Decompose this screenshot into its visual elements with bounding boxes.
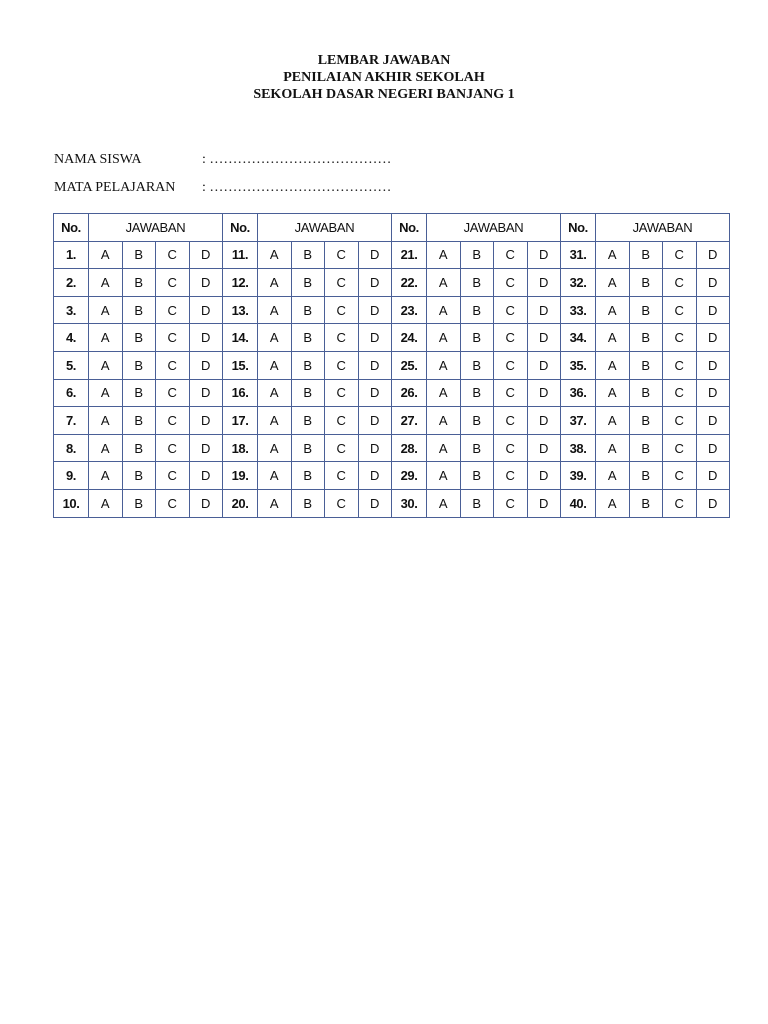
question-number: 18. bbox=[223, 434, 258, 462]
answer-option-c[interactable]: C bbox=[325, 296, 359, 324]
answer-option-d[interactable]: D bbox=[696, 269, 730, 297]
answer-option-c[interactable]: C bbox=[494, 434, 528, 462]
answer-option-b[interactable]: B bbox=[460, 434, 494, 462]
answer-option-c[interactable]: C bbox=[156, 489, 190, 517]
answer-option-d[interactable]: D bbox=[527, 434, 561, 462]
question-number: 22. bbox=[392, 269, 427, 297]
answer-option-a[interactable]: A bbox=[258, 324, 292, 352]
answer-option-a[interactable]: A bbox=[89, 434, 123, 462]
question-number: 34. bbox=[561, 324, 596, 352]
no-column-header: No. bbox=[561, 214, 596, 242]
answer-option-c[interactable]: C bbox=[663, 269, 697, 297]
answer-option-c[interactable]: C bbox=[156, 296, 190, 324]
table-row bbox=[54, 407, 730, 435]
student-info bbox=[54, 146, 391, 202]
student-name-label: NAMA SISWA bbox=[54, 152, 142, 167]
answer-option-b[interactable]: B bbox=[122, 407, 156, 435]
answer-option-a[interactable]: A bbox=[427, 241, 461, 269]
answer-option-c[interactable]: C bbox=[494, 407, 528, 435]
answer-option-c[interactable]: C bbox=[325, 434, 359, 462]
answer-option-d[interactable]: D bbox=[358, 324, 392, 352]
answer-option-b[interactable]: B bbox=[629, 351, 663, 379]
answer-option-c[interactable]: C bbox=[494, 351, 528, 379]
answer-option-d[interactable]: D bbox=[527, 324, 561, 352]
answer-grid-body bbox=[54, 241, 730, 517]
answer-option-d[interactable]: D bbox=[527, 489, 561, 517]
answer-option-c[interactable]: C bbox=[663, 379, 697, 407]
answer-option-b[interactable]: B bbox=[122, 379, 156, 407]
answer-option-a[interactable]: A bbox=[258, 269, 292, 297]
answer-grid-header bbox=[54, 214, 730, 242]
table-row bbox=[54, 296, 730, 324]
question-number: 31. bbox=[561, 241, 596, 269]
answer-column-header: JAWABAN bbox=[427, 214, 561, 242]
subject-row bbox=[54, 174, 391, 202]
answer-option-b[interactable]: B bbox=[291, 462, 325, 490]
answer-option-a[interactable]: A bbox=[258, 379, 292, 407]
question-number: 36. bbox=[561, 379, 596, 407]
no-column-header: No. bbox=[54, 214, 89, 242]
answer-option-c[interactable]: C bbox=[325, 489, 359, 517]
answer-column-header: JAWABAN bbox=[596, 214, 730, 242]
answer-option-b[interactable]: B bbox=[629, 407, 663, 435]
question-number: 21. bbox=[392, 241, 427, 269]
subject-label: MATA PELAJARAN bbox=[54, 180, 176, 195]
question-number: 24. bbox=[392, 324, 427, 352]
answer-option-b[interactable]: B bbox=[291, 407, 325, 435]
answer-option-d[interactable]: D bbox=[358, 434, 392, 462]
answer-option-d[interactable]: D bbox=[527, 296, 561, 324]
answer-option-a[interactable]: A bbox=[258, 241, 292, 269]
question-number: 19. bbox=[223, 462, 258, 490]
answer-option-d[interactable]: D bbox=[527, 351, 561, 379]
no-column-header: No. bbox=[392, 214, 427, 242]
answer-option-b[interactable]: B bbox=[629, 324, 663, 352]
answer-option-b[interactable]: B bbox=[460, 269, 494, 297]
table-row bbox=[54, 269, 730, 297]
answer-option-c[interactable]: C bbox=[663, 324, 697, 352]
question-number: 13. bbox=[223, 296, 258, 324]
answer-option-c[interactable]: C bbox=[663, 489, 697, 517]
answer-option-d[interactable]: D bbox=[358, 241, 392, 269]
table-row bbox=[54, 241, 730, 269]
answer-option-b[interactable]: B bbox=[629, 241, 663, 269]
question-number: 7. bbox=[54, 407, 89, 435]
no-column-header: No. bbox=[223, 214, 258, 242]
answer-option-c[interactable]: C bbox=[325, 269, 359, 297]
answer-option-c[interactable]: C bbox=[494, 489, 528, 517]
answer-option-d[interactable]: D bbox=[696, 324, 730, 352]
table-row bbox=[54, 324, 730, 352]
answer-option-b[interactable]: B bbox=[291, 296, 325, 324]
answer-option-a[interactable]: A bbox=[258, 351, 292, 379]
exam-name: PENILAIAN AKHIR SEKOLAH bbox=[283, 70, 485, 85]
question-number: 35. bbox=[561, 351, 596, 379]
student-name-blank: : ………………………………… bbox=[202, 152, 392, 167]
answer-option-b[interactable]: B bbox=[629, 462, 663, 490]
answer-option-a[interactable]: A bbox=[427, 489, 461, 517]
student-name-row bbox=[54, 146, 391, 174]
answer-option-d[interactable]: D bbox=[696, 241, 730, 269]
answer-option-b[interactable]: B bbox=[122, 462, 156, 490]
question-number: 6. bbox=[54, 379, 89, 407]
answer-option-c[interactable]: C bbox=[494, 462, 528, 490]
question-number: 26. bbox=[392, 379, 427, 407]
answer-option-a[interactable]: A bbox=[258, 407, 292, 435]
answer-option-d[interactable]: D bbox=[696, 407, 730, 435]
table-row bbox=[54, 489, 730, 517]
answer-option-a[interactable]: A bbox=[427, 351, 461, 379]
sheet-title: LEMBAR JAWABAN bbox=[317, 53, 451, 68]
answer-option-b[interactable]: B bbox=[460, 407, 494, 435]
answer-option-c[interactable]: C bbox=[325, 379, 359, 407]
answer-option-a[interactable]: A bbox=[258, 434, 292, 462]
answer-option-d[interactable]: D bbox=[189, 407, 223, 435]
answer-option-b[interactable]: B bbox=[460, 324, 494, 352]
question-number: 39. bbox=[561, 462, 596, 490]
answer-option-a[interactable]: A bbox=[596, 296, 630, 324]
answer-column-header: JAWABAN bbox=[258, 214, 392, 242]
answer-option-b[interactable]: B bbox=[629, 434, 663, 462]
answer-option-d[interactable]: D bbox=[358, 379, 392, 407]
answer-option-b[interactable]: B bbox=[460, 351, 494, 379]
answer-option-b[interactable]: B bbox=[291, 324, 325, 352]
answer-option-a[interactable]: A bbox=[427, 269, 461, 297]
answer-option-c[interactable]: C bbox=[156, 351, 190, 379]
question-number: 12. bbox=[223, 269, 258, 297]
answer-option-b[interactable]: B bbox=[460, 379, 494, 407]
answer-option-a[interactable]: A bbox=[89, 407, 123, 435]
answer-option-d[interactable]: D bbox=[189, 296, 223, 324]
question-number: 40. bbox=[561, 489, 596, 517]
question-number: 33. bbox=[561, 296, 596, 324]
question-number: 23. bbox=[392, 296, 427, 324]
answer-option-c[interactable]: C bbox=[156, 324, 190, 352]
answer-option-d[interactable]: D bbox=[358, 296, 392, 324]
answer-option-b[interactable]: B bbox=[291, 351, 325, 379]
answer-option-a[interactable]: A bbox=[258, 296, 292, 324]
answer-option-d[interactable]: D bbox=[527, 407, 561, 435]
answer-option-a[interactable]: A bbox=[89, 296, 123, 324]
answer-option-c[interactable]: C bbox=[663, 462, 697, 490]
question-number: 5. bbox=[54, 351, 89, 379]
answer-option-c[interactable]: C bbox=[325, 462, 359, 490]
answer-option-d[interactable]: D bbox=[358, 269, 392, 297]
question-number: 32. bbox=[561, 269, 596, 297]
answer-option-c[interactable]: C bbox=[494, 269, 528, 297]
answer-option-b[interactable]: B bbox=[629, 489, 663, 517]
answer-option-a[interactable]: A bbox=[427, 379, 461, 407]
answer-option-c[interactable]: C bbox=[156, 462, 190, 490]
answer-option-d[interactable]: D bbox=[527, 269, 561, 297]
answer-grid bbox=[53, 213, 730, 518]
answer-option-d[interactable]: D bbox=[358, 462, 392, 490]
answer-option-d[interactable]: D bbox=[189, 241, 223, 269]
answer-option-c[interactable]: C bbox=[494, 241, 528, 269]
answer-option-c[interactable]: C bbox=[156, 434, 190, 462]
answer-option-d[interactable]: D bbox=[189, 434, 223, 462]
answer-option-d[interactable]: D bbox=[696, 434, 730, 462]
answer-option-d[interactable]: D bbox=[189, 351, 223, 379]
answer-option-a[interactable]: A bbox=[596, 407, 630, 435]
answer-option-b[interactable]: B bbox=[122, 269, 156, 297]
answer-option-b[interactable]: B bbox=[122, 434, 156, 462]
answer-option-c[interactable]: C bbox=[156, 407, 190, 435]
answer-option-a[interactable]: A bbox=[89, 269, 123, 297]
answer-option-b[interactable]: B bbox=[629, 296, 663, 324]
answer-option-a[interactable]: A bbox=[596, 241, 630, 269]
question-number: 9. bbox=[54, 462, 89, 490]
answer-option-d[interactable]: D bbox=[527, 241, 561, 269]
answer-option-d[interactable]: D bbox=[696, 296, 730, 324]
answer-option-d[interactable]: D bbox=[189, 324, 223, 352]
question-number: 10. bbox=[54, 489, 89, 517]
answer-option-a[interactable]: A bbox=[89, 489, 123, 517]
answer-option-a[interactable]: A bbox=[596, 379, 630, 407]
answer-option-a[interactable]: A bbox=[596, 434, 630, 462]
answer-option-a[interactable]: A bbox=[596, 462, 630, 490]
answer-option-b[interactable]: B bbox=[122, 296, 156, 324]
question-number: 29. bbox=[392, 462, 427, 490]
answer-option-a[interactable]: A bbox=[89, 379, 123, 407]
answer-option-c[interactable]: C bbox=[156, 379, 190, 407]
answer-option-d[interactable]: D bbox=[358, 489, 392, 517]
answer-option-d[interactable]: D bbox=[358, 351, 392, 379]
question-number: 37. bbox=[561, 407, 596, 435]
answer-option-c[interactable]: C bbox=[325, 351, 359, 379]
answer-option-a[interactable]: A bbox=[427, 324, 461, 352]
answer-option-c[interactable]: C bbox=[663, 296, 697, 324]
answer-option-c[interactable]: C bbox=[156, 241, 190, 269]
answer-option-b[interactable]: B bbox=[291, 379, 325, 407]
answer-option-a[interactable]: A bbox=[258, 462, 292, 490]
answer-option-c[interactable]: C bbox=[325, 407, 359, 435]
answer-option-b[interactable]: B bbox=[460, 489, 494, 517]
answer-option-d[interactable]: D bbox=[527, 462, 561, 490]
answer-option-a[interactable]: A bbox=[427, 462, 461, 490]
answer-option-b[interactable]: B bbox=[291, 434, 325, 462]
answer-option-a[interactable]: A bbox=[596, 324, 630, 352]
table-row bbox=[54, 379, 730, 407]
answer-option-c[interactable]: C bbox=[494, 324, 528, 352]
answer-option-a[interactable]: A bbox=[258, 489, 292, 517]
answer-option-c[interactable]: C bbox=[325, 324, 359, 352]
answer-option-b[interactable]: B bbox=[122, 324, 156, 352]
answer-option-d[interactable]: D bbox=[189, 489, 223, 517]
table-row bbox=[54, 434, 730, 462]
question-number: 8. bbox=[54, 434, 89, 462]
answer-option-a[interactable]: A bbox=[89, 241, 123, 269]
answer-option-a[interactable]: A bbox=[427, 407, 461, 435]
answer-option-d[interactable]: D bbox=[527, 379, 561, 407]
question-number: 20. bbox=[223, 489, 258, 517]
answer-option-c[interactable]: C bbox=[663, 351, 697, 379]
answer-option-a[interactable]: A bbox=[89, 324, 123, 352]
subject-blank: : ………………………………… bbox=[202, 180, 392, 195]
question-number: 15. bbox=[223, 351, 258, 379]
answer-option-a[interactable]: A bbox=[596, 269, 630, 297]
question-number: 17. bbox=[223, 407, 258, 435]
school-name: SEKOLAH DASAR NEGERI BANJANG 1 bbox=[253, 87, 515, 102]
sheet-header bbox=[0, 52, 768, 103]
answer-option-b[interactable]: B bbox=[460, 462, 494, 490]
answer-option-a[interactable]: A bbox=[89, 462, 123, 490]
question-number: 30. bbox=[392, 489, 427, 517]
question-number: 3. bbox=[54, 296, 89, 324]
answer-option-c[interactable]: C bbox=[156, 269, 190, 297]
answer-option-d[interactable]: D bbox=[696, 489, 730, 517]
answer-option-d[interactable]: D bbox=[696, 379, 730, 407]
answer-option-a[interactable]: A bbox=[596, 351, 630, 379]
answer-option-c[interactable]: C bbox=[494, 379, 528, 407]
answer-option-b[interactable]: B bbox=[629, 379, 663, 407]
answer-option-d[interactable]: D bbox=[696, 351, 730, 379]
answer-option-d[interactable]: D bbox=[358, 407, 392, 435]
answer-option-d[interactable]: D bbox=[696, 462, 730, 490]
answer-option-b[interactable]: B bbox=[291, 489, 325, 517]
answer-option-c[interactable]: C bbox=[494, 296, 528, 324]
question-number: 16. bbox=[223, 379, 258, 407]
answer-option-d[interactable]: D bbox=[189, 462, 223, 490]
answer-option-b[interactable]: B bbox=[122, 241, 156, 269]
answer-option-b[interactable]: B bbox=[629, 269, 663, 297]
answer-option-a[interactable]: A bbox=[89, 351, 123, 379]
question-number: 28. bbox=[392, 434, 427, 462]
answer-option-b[interactable]: B bbox=[460, 241, 494, 269]
table-row bbox=[54, 462, 730, 490]
question-number: 25. bbox=[392, 351, 427, 379]
answer-option-c[interactable]: C bbox=[663, 434, 697, 462]
question-number: 2. bbox=[54, 269, 89, 297]
answer-option-c[interactable]: C bbox=[663, 407, 697, 435]
answer-option-d[interactable]: D bbox=[189, 379, 223, 407]
answer-option-a[interactable]: A bbox=[596, 489, 630, 517]
answer-option-b[interactable]: B bbox=[291, 269, 325, 297]
question-number: 27. bbox=[392, 407, 427, 435]
question-number: 4. bbox=[54, 324, 89, 352]
answer-column-header: JAWABAN bbox=[89, 214, 223, 242]
answer-option-a[interactable]: A bbox=[427, 296, 461, 324]
question-number: 1. bbox=[54, 241, 89, 269]
question-number: 14. bbox=[223, 324, 258, 352]
answer-option-b[interactable]: B bbox=[122, 489, 156, 517]
answer-option-b[interactable]: B bbox=[122, 351, 156, 379]
question-number: 38. bbox=[561, 434, 596, 462]
answer-option-d[interactable]: D bbox=[189, 269, 223, 297]
answer-option-c[interactable]: C bbox=[325, 241, 359, 269]
question-number: 11. bbox=[223, 241, 258, 269]
answer-option-b[interactable]: B bbox=[460, 296, 494, 324]
answer-option-c[interactable]: C bbox=[663, 241, 697, 269]
answer-option-b[interactable]: B bbox=[291, 241, 325, 269]
answer-option-a[interactable]: A bbox=[427, 434, 461, 462]
table-row bbox=[54, 351, 730, 379]
